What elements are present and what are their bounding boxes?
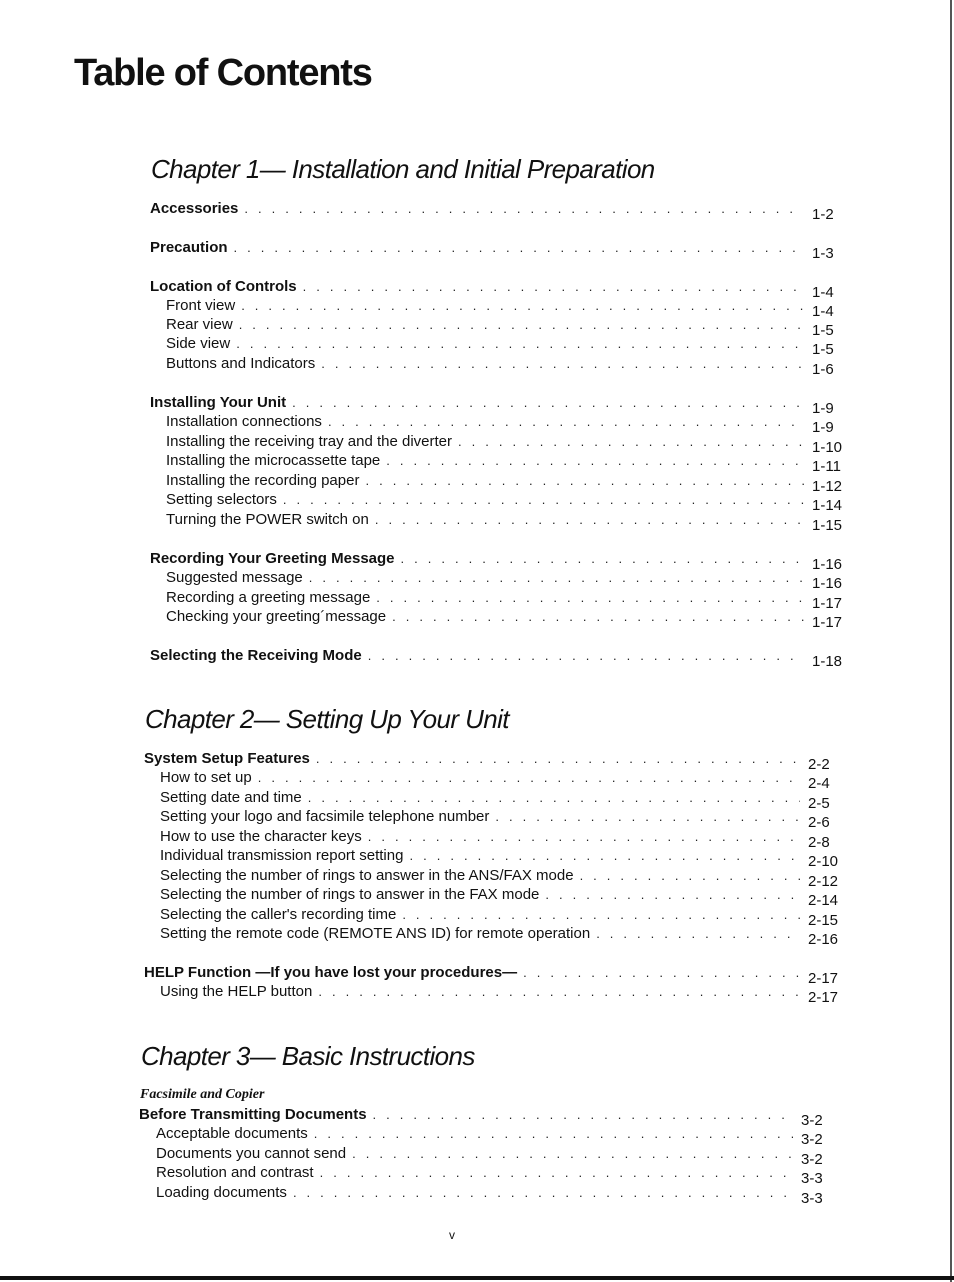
toc-entry-label: Installing the receiving tray and the diverter bbox=[166, 433, 452, 450]
toc-entry-label: Installing the recording paper bbox=[166, 472, 360, 489]
toc-entry-page-number: 1-3 bbox=[812, 245, 834, 262]
dot-leader bbox=[365, 471, 804, 490]
toc-entry-page-number: 1-17 bbox=[812, 614, 843, 631]
toc-entry-page-number: 1-18 bbox=[812, 653, 843, 670]
toc-subentry bbox=[160, 905, 846, 929]
toc-section-entry bbox=[150, 393, 850, 417]
toc-section-entry bbox=[144, 963, 846, 987]
dot-leader bbox=[545, 885, 800, 904]
dot-leader bbox=[375, 510, 804, 529]
toc-subentry bbox=[156, 1183, 839, 1207]
toc-subentry bbox=[166, 432, 850, 456]
dot-leader bbox=[236, 334, 804, 353]
toc-entry-page-number: 2-2 bbox=[808, 756, 830, 773]
dot-leader bbox=[401, 549, 804, 568]
toc-entry-page-number: 2-8 bbox=[808, 834, 830, 851]
toc-subentry bbox=[160, 846, 846, 870]
toc-entry-label: Setting selectors bbox=[166, 491, 277, 508]
dot-leader bbox=[321, 354, 804, 373]
toc-entry-page-number: 3-3 bbox=[801, 1190, 823, 1207]
dot-leader bbox=[241, 296, 804, 315]
toc-subentry bbox=[166, 451, 850, 475]
toc-entry-label: Before Transmitting Documents bbox=[139, 1106, 367, 1123]
dot-leader bbox=[596, 924, 800, 943]
section-label-facsimile-copier: Facsimile and Copier bbox=[140, 1087, 265, 1102]
toc-entry-label: Using the HELP button bbox=[160, 983, 313, 1000]
dot-leader bbox=[376, 588, 804, 607]
toc-entry-page-number: 2-17 bbox=[808, 989, 839, 1006]
toc-section-entry bbox=[150, 277, 850, 301]
toc-subentry bbox=[160, 788, 846, 812]
toc-entry-label: Acceptable documents bbox=[156, 1125, 308, 1142]
toc-entry-page-number: 2-6 bbox=[808, 814, 830, 831]
toc-entry-page-number: 3-2 bbox=[801, 1131, 823, 1148]
page-number: v bbox=[449, 1228, 455, 1242]
toc-entry-page-number: 3-2 bbox=[801, 1151, 823, 1168]
dot-leader bbox=[309, 568, 804, 587]
toc-entry-label: Installing Your Unit bbox=[150, 394, 287, 411]
toc-entry-page-number: 1-17 bbox=[812, 595, 843, 612]
dot-leader bbox=[292, 393, 804, 412]
toc-entry-page-number: 1-4 bbox=[812, 303, 834, 320]
toc-entry-page-number: 3-2 bbox=[801, 1112, 823, 1129]
toc-section-entry bbox=[150, 646, 850, 670]
toc-entry-page-number: 1-5 bbox=[812, 341, 834, 358]
toc-entry-page-number: 2-16 bbox=[808, 931, 839, 948]
toc-entry-page-number: 2-17 bbox=[808, 970, 839, 987]
toc-subentry bbox=[160, 982, 846, 1006]
toc-entry-label: Setting date and time bbox=[160, 789, 302, 806]
dot-leader bbox=[352, 1144, 793, 1163]
toc-subentry bbox=[160, 807, 846, 831]
toc-subentry bbox=[156, 1144, 839, 1168]
toc-entry-label: System Setup Features bbox=[144, 750, 310, 767]
toc-subentry bbox=[160, 768, 846, 792]
dot-leader bbox=[316, 749, 800, 768]
dot-leader bbox=[495, 807, 800, 826]
toc-section-entry bbox=[150, 199, 850, 223]
toc-entry-label: Documents you cannot send bbox=[156, 1145, 347, 1162]
toc-entry-label: Turning the POWER switch on bbox=[166, 511, 369, 528]
chapter-1-heading: Chapter 1— Installation and Initial Preparation bbox=[151, 154, 655, 184]
dot-leader bbox=[283, 490, 804, 509]
toc-entry-label: Loading documents bbox=[156, 1184, 287, 1201]
page-title: Table of Contents bbox=[74, 52, 372, 94]
toc-subentry bbox=[160, 866, 846, 890]
toc-entry-page-number: 1-5 bbox=[812, 322, 834, 339]
toc-entry-label: Checking your greeting´message bbox=[166, 608, 387, 625]
toc-entry-page-number: 1-2 bbox=[812, 206, 834, 223]
dot-leader bbox=[234, 238, 804, 257]
dot-leader bbox=[320, 1163, 793, 1182]
toc-entry-page-number: 1-16 bbox=[812, 556, 843, 573]
toc-section-entry bbox=[150, 238, 850, 262]
toc-section-entry bbox=[144, 749, 846, 773]
toc-entry-label: Suggested message bbox=[166, 569, 303, 586]
toc-entry-page-number: 1-11 bbox=[812, 458, 841, 475]
toc-entry-page-number: 2-10 bbox=[808, 853, 839, 870]
dot-leader bbox=[303, 277, 804, 296]
toc-subentry bbox=[160, 924, 846, 948]
dot-leader bbox=[318, 982, 800, 1001]
toc-entry-label: How to use the character keys bbox=[160, 828, 362, 845]
toc-entry-label: Precaution bbox=[150, 239, 228, 256]
toc-entry-page-number: 2-5 bbox=[808, 795, 830, 812]
toc-entry-label: Front view bbox=[166, 297, 236, 314]
dot-leader bbox=[409, 846, 800, 865]
toc-entry-label: Location of Controls bbox=[150, 278, 297, 295]
toc-entry-page-number: 3-3 bbox=[801, 1170, 823, 1187]
dot-leader bbox=[308, 788, 800, 807]
toc-entry-page-number: 1-6 bbox=[812, 361, 834, 378]
toc-entry-label: Buttons and Indicators bbox=[166, 355, 316, 372]
toc-entry-label: Setting your logo and facsimile telephone number bbox=[160, 808, 490, 825]
toc-entry-label: Selecting the caller's recording time bbox=[160, 906, 397, 923]
toc-subentry bbox=[166, 490, 850, 514]
toc-entry-label: Setting the remote code (REMOTE ANS ID) for remote operation bbox=[160, 925, 591, 942]
toc-entry-page-number: 1-9 bbox=[812, 419, 834, 436]
dot-leader bbox=[239, 315, 804, 334]
dot-leader bbox=[386, 451, 804, 470]
toc-entry-label: Recording Your Greeting Message bbox=[150, 550, 395, 567]
toc-entry-label: Individual transmission report setting bbox=[160, 847, 404, 864]
toc-subentry bbox=[166, 471, 850, 495]
toc-subentry bbox=[160, 827, 846, 851]
toc-entry-page-number: 1-9 bbox=[812, 400, 834, 417]
toc-entry-label: Side view bbox=[166, 335, 231, 352]
toc-subentry bbox=[166, 607, 850, 631]
toc-subentry bbox=[156, 1124, 839, 1148]
toc-entry-page-number: 1-14 bbox=[812, 497, 843, 514]
chapter-2-heading: Chapter 2— Setting Up Your Unit bbox=[145, 704, 509, 734]
toc-entry-label: How to set up bbox=[160, 769, 252, 786]
toc-section-entry bbox=[139, 1105, 839, 1129]
toc-entry-label: Resolution and contrast bbox=[156, 1164, 314, 1181]
toc-subentry bbox=[166, 354, 850, 378]
dot-leader bbox=[258, 768, 800, 787]
toc-entry-label: HELP Function —If you have lost your procedures— bbox=[144, 964, 518, 981]
toc-entry-page-number: 2-15 bbox=[808, 912, 839, 929]
page-left-edge bbox=[0, 10, 2, 1275]
dot-leader bbox=[392, 607, 804, 626]
dot-leader bbox=[580, 866, 800, 885]
toc-subentry bbox=[166, 315, 850, 339]
dot-leader bbox=[368, 646, 804, 665]
toc-entry-label: Installing the microcassette tape bbox=[166, 452, 381, 469]
dot-leader bbox=[373, 1105, 793, 1124]
toc-entry-page-number: 2-12 bbox=[808, 873, 839, 890]
toc-subentry bbox=[166, 334, 850, 358]
dot-leader bbox=[293, 1183, 793, 1202]
toc-entry-page-number: 1-4 bbox=[812, 284, 834, 301]
toc-subentry bbox=[156, 1163, 839, 1187]
toc-entry-label: Installation connections bbox=[166, 413, 322, 430]
toc-entry-page-number: 2-4 bbox=[808, 775, 830, 792]
toc-subentry bbox=[166, 296, 850, 320]
chapter-3-heading: Chapter 3— Basic Instructions bbox=[141, 1041, 475, 1071]
toc-subentry bbox=[166, 568, 850, 592]
toc-entry-label: Rear view bbox=[166, 316, 233, 333]
toc-entry-page-number: 1-16 bbox=[812, 575, 843, 592]
toc-subentry bbox=[160, 885, 846, 909]
toc-entry-page-number: 1-12 bbox=[812, 478, 843, 495]
toc-entry-label: Recording a greeting message bbox=[166, 589, 371, 606]
dot-leader bbox=[314, 1124, 793, 1143]
toc-entry-page-number: 1-15 bbox=[812, 517, 843, 534]
dot-leader bbox=[368, 827, 800, 846]
dot-leader bbox=[458, 432, 804, 451]
toc-subentry bbox=[166, 510, 850, 534]
toc-subentry bbox=[166, 412, 850, 436]
dot-leader bbox=[328, 412, 804, 431]
toc-section-entry bbox=[150, 549, 850, 573]
toc-entry-page-number: 2-14 bbox=[808, 892, 839, 909]
dot-leader bbox=[523, 963, 800, 982]
toc-subentry bbox=[166, 588, 850, 612]
toc-entry-label: Selecting the number of rings to answer in the FAX mode bbox=[160, 886, 540, 903]
dot-leader bbox=[244, 199, 804, 218]
page-bottom-edge bbox=[0, 1276, 954, 1280]
page-right-edge bbox=[950, 0, 952, 1282]
toc-entry-label: Selecting the Receiving Mode bbox=[150, 647, 362, 664]
toc-entry-label: Accessories bbox=[150, 200, 239, 217]
toc-entry-label: Selecting the number of rings to answer in the ANS/FAX mode bbox=[160, 867, 574, 884]
dot-leader bbox=[402, 905, 800, 924]
toc-entry-page-number: 1-10 bbox=[812, 439, 843, 456]
